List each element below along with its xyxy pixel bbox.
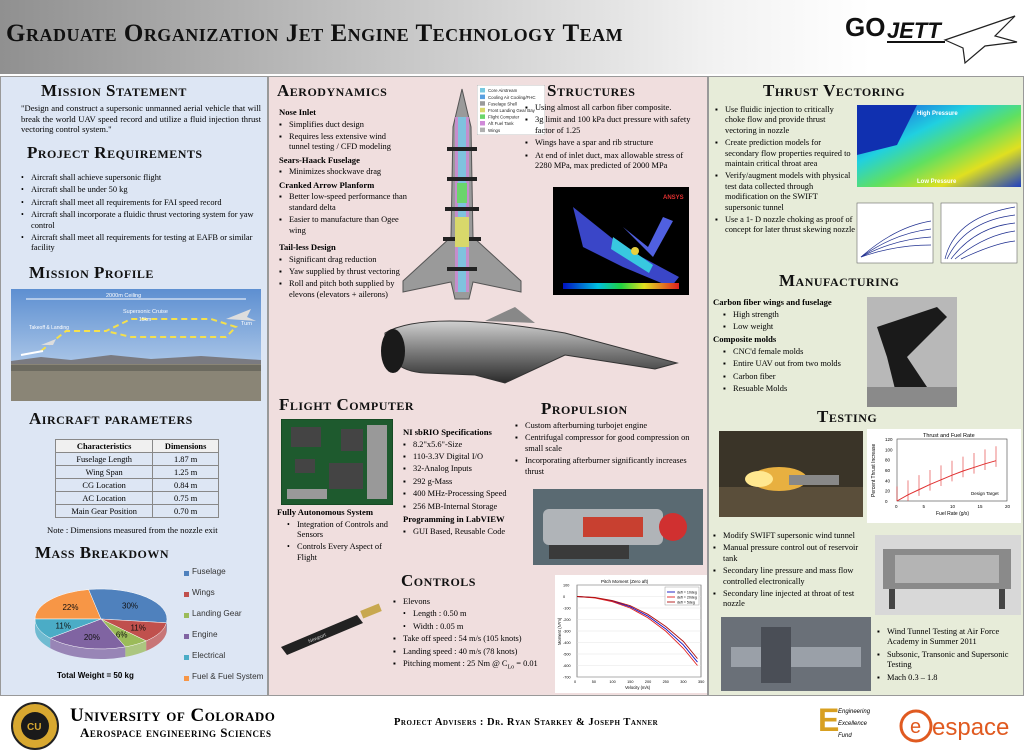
poster-title: Graduate Organization Jet Engine Technology Team: [6, 20, 624, 47]
svg-text:E: E: [818, 702, 840, 738]
table-row: [56, 505, 219, 518]
legend-swatch: [184, 655, 189, 660]
table-header: Dimensions: [153, 440, 219, 453]
sbrio-specs-block: [403, 425, 515, 539]
aerodynamics-text: [279, 105, 407, 302]
x-tick-label: 100: [609, 680, 616, 684]
table-row: [56, 492, 219, 505]
autonomous-title: Fully Autonomous System: [277, 507, 373, 517]
y-tick-label: 80: [885, 457, 891, 463]
list-item: ▪ Incorporating afterburner significantly increases thrust: [515, 456, 705, 477]
sbrio-board-image: [281, 419, 393, 505]
list-item: ▪ Centrifugal compressor for good compression on small scale: [515, 433, 705, 454]
composite-molds-title: Composite molds: [713, 334, 777, 345]
legend-label: Engine: [192, 630, 218, 639]
pie-label: 11%: [130, 623, 146, 633]
list-item: ▪ Create prediction models for secondary flow properties required to maintain critical throat area: [715, 138, 855, 169]
actuator-brand-label: Newport: [307, 632, 328, 645]
x-axis-label: Velocity (m/s): [625, 685, 651, 690]
cranked-arrow-title: Cranked Arrow Planform: [279, 179, 375, 190]
legend-swatch: [184, 676, 189, 681]
list-item: ▪ Custom afterburning turbojet engine: [515, 421, 705, 431]
list-item: ▪ Low weight: [713, 322, 863, 332]
aircraft-params-table: [55, 439, 219, 518]
tailless-title: Tail-less Design: [279, 242, 336, 253]
legend-swatch: [184, 613, 189, 618]
wind-tunnel-facility-photo: [721, 617, 871, 691]
x-tick-label: 150: [627, 680, 634, 684]
list-item: ▪ At end of inlet duct, max allowable stress of 2280 MPa, max predicted of 2000 MPa: [525, 151, 701, 172]
ansys-label: ANSYS: [663, 195, 684, 201]
gojett-logo: [845, 8, 1020, 70]
propulsion-list: [515, 421, 705, 479]
table-row: [56, 453, 219, 466]
legend-label: Cooling Air Cooling/FHC: [488, 94, 536, 100]
list-item: ▪ 292 g-Mass: [403, 477, 515, 487]
list-item: • Aircraft shall meet all requirements for FAI speed record: [21, 198, 261, 208]
list-item: • Aircraft shall achieve supersonic flight: [21, 173, 261, 183]
pie-label: 30%: [122, 601, 139, 611]
list-item: • Controls Every Aspect of Flight: [277, 542, 401, 563]
y-tick-label: -500: [563, 652, 571, 657]
mass-pie-chart: [31, 577, 176, 677]
y-tick-label: 120: [885, 437, 893, 442]
x-axis-label: Fuel Rate (g/s): [936, 511, 970, 517]
thrust-vectoring-heading: Thrust Vectoring: [763, 81, 906, 100]
list-item: • Integration of Controls and Sensors: [277, 520, 401, 541]
y-axis-label: Moment (N*m): [557, 617, 562, 645]
table-cell: 1.87 m: [153, 453, 219, 466]
pitch-moment-chart: [555, 575, 707, 693]
list-item: ▪ High strength: [713, 310, 863, 320]
list-item: ▪ 110-3.3V Digital I/O: [403, 452, 515, 462]
list-item: ▪ 400 MHz-Processing Speed: [403, 489, 515, 499]
takeoff-label: Takeoff & Landing: [29, 325, 69, 331]
y-tick-label: -300: [563, 629, 571, 634]
y-tick-label: -700: [563, 675, 571, 680]
pitching-text: Pitching moment : 25 Nm @ C: [403, 659, 508, 669]
legend-label: Wings: [488, 127, 501, 133]
legend-swatch: [184, 592, 189, 597]
list-item: ▪ Modify SWIFT supersonic wind tunnel: [713, 531, 873, 541]
svg-text:CU: CU: [27, 722, 42, 733]
list-item: ▪ Verify/augment models with physical test data collected through modification on the SWIFT supersonic tunnel: [715, 171, 855, 213]
legend-swatch: [480, 88, 485, 93]
list-item: ▪ 3g limit and 100 kPa duct pressure with safety factor of 1.25: [525, 115, 701, 136]
eef-word: Excellence: [838, 721, 868, 727]
svg-text:GO: GO: [845, 12, 886, 42]
y-tick-label: 100: [563, 583, 570, 588]
wind-tunnel-photo: [875, 535, 1021, 615]
list-item: ▪ 256 MB-Internal Storage: [403, 502, 515, 512]
list-item: ▪ Secondary line injected at throat of test nozzle: [713, 589, 873, 610]
list-item: • Aircraft shall be under 50 kg: [21, 185, 261, 195]
y-tick-label: 20: [885, 488, 891, 494]
legend-label: Front Landing Gear Bay: [488, 108, 535, 113]
controls-heading: Controls: [401, 571, 476, 590]
legend-label: defl = 5deg: [677, 600, 695, 605]
list-item: ▪ Simplifies duct design: [279, 120, 407, 130]
pie-label: 11%: [55, 621, 71, 631]
legend-label: defl = 20deg: [677, 595, 697, 600]
chart-title: Pitch Moment (Zero aft): [601, 579, 649, 584]
x-tick-label: 15: [977, 504, 983, 509]
list-item: • Aircraft shall incorporate a fluidic thrust vectoring system for yaw control: [21, 210, 261, 231]
list-item: ▪ Take off speed : 54 m/s (105 knots): [393, 634, 559, 644]
poster-header: [0, 0, 1024, 74]
aircraft-params-heading: Aircraft parameters: [29, 409, 193, 428]
list-item: ▪ Requires less extensive wind tunnel testing / CFD modeling: [279, 132, 407, 153]
chart-annotation: Design Target: [971, 491, 999, 496]
eef-logo: [816, 701, 876, 751]
x-tick-label: 350: [698, 680, 705, 684]
x-tick-label: 50: [591, 680, 596, 684]
table-row: [56, 479, 219, 492]
y-tick-label: 60: [885, 468, 891, 473]
structures-list: [525, 103, 701, 173]
y-tick-label: -100: [563, 606, 571, 611]
structures-heading: Structures: [547, 81, 636, 100]
requirements-list: [21, 173, 261, 256]
table-cell: Main Gear Position: [56, 505, 153, 518]
cruise-label: Supersonic Cruise: [123, 309, 168, 315]
flight-computer-heading: Flight Computer: [279, 395, 415, 414]
sbrio-specs-title: NI sbRIO Specifications: [403, 427, 492, 437]
list-item: [393, 659, 559, 673]
list-item: • Width : 0.05 m: [393, 622, 559, 632]
mission-profile-heading: Mission Profile: [29, 263, 154, 282]
legend-label: Fuselage Shell: [488, 101, 518, 107]
cfd-nozzle-image: [857, 105, 1021, 187]
university-name: University of Colorado: [70, 705, 276, 726]
table-note: Note : Dimensions measured from the nozzle exit: [47, 525, 218, 535]
x-tick-label: 10: [950, 504, 956, 509]
list-item: ▪ Yaw supplied by thrust vectoring: [279, 267, 407, 277]
espace-logo: [898, 705, 1018, 747]
legend-swatch: [184, 634, 189, 639]
svg-text:JETT: JETT: [887, 18, 941, 43]
legend-label: Core Airstream: [488, 88, 518, 94]
list-item: • Aircraft shall meet all requirements for testing at EAFB or similar facility: [21, 233, 261, 254]
list-item: ▪ Wings have a spar and rib structure: [525, 138, 701, 148]
testing-list-2: [877, 627, 1021, 685]
legend-label: Aft Fuel Tank: [488, 121, 514, 127]
list-item: ▪ 8.2"x5.6"-Size: [403, 440, 515, 450]
list-item: ▪ Manual pressure control out of reservoir tank: [713, 543, 873, 564]
legend-label: Landing Gear: [192, 609, 242, 618]
mission-profile-image: [11, 289, 261, 401]
manufacturing-heading: Manufacturing: [779, 271, 900, 290]
y-tick-label: -200: [563, 618, 571, 622]
y-tick-label: -600: [563, 664, 571, 668]
total-weight: Total Weight = 50 kg: [57, 671, 134, 680]
y-tick-label: 0: [885, 499, 888, 504]
list-item: ▪ Resuable Molds: [713, 384, 863, 394]
left-panel: [0, 76, 268, 696]
x-tick-label: 200: [644, 680, 652, 684]
chart-background: [867, 429, 1021, 523]
svg-text:e: e: [910, 716, 922, 738]
middle-panel: [268, 76, 708, 696]
list-item: ▪ Significant drag reduction: [279, 255, 407, 265]
legend-swatch: [480, 114, 485, 119]
list-item: ▪ Wind Tunnel Testing at Air Force Academy in Summer 2011: [877, 627, 1021, 648]
list-item: ▪ Carbon fiber: [713, 372, 863, 382]
turn-label: Turn: [241, 321, 253, 327]
autonomous-block: [277, 505, 401, 565]
pie-label: 20%: [83, 633, 100, 643]
chart-title: Thrust and Fuel Rate: [923, 433, 975, 439]
advisors: Project Advisers : Dr. Ryan Starkey & Joseph Tanner: [394, 717, 659, 728]
cruise-distance-label: 15km: [139, 317, 152, 323]
table-row: [56, 466, 219, 479]
aerodynamics-heading: Aerodynamics: [277, 81, 388, 100]
nose-inlet-title: Nose Inlet: [279, 107, 316, 117]
engine-photo: [533, 489, 703, 565]
ceiling-label: 2000m Ceiling: [106, 293, 142, 299]
legend-swatch: [480, 128, 485, 133]
prediction-model-plots: [855, 197, 1021, 269]
table-cell: CG Location: [56, 479, 153, 492]
mass-heading: Mass Breakdown: [35, 543, 169, 562]
propulsion-heading: Propulsion: [541, 399, 628, 418]
eef-word: Engineering: [838, 709, 871, 715]
requirements-heading: Project Requirements: [27, 143, 203, 162]
pie-label: 6%: [115, 630, 128, 640]
pitching-subscript: Lo: [507, 664, 515, 671]
legend-swatch: [480, 108, 485, 113]
list-item: ▪ Minimizes shockwave drag: [279, 167, 407, 177]
table-header: Characteristics: [56, 440, 153, 453]
x-tick-label: 0: [895, 504, 898, 509]
espace-wordmark: espace: [932, 714, 1010, 741]
legend-label: Wings: [192, 588, 215, 597]
list-item: ▪ 32-Analog Inputs: [403, 464, 515, 474]
low-pressure-label: Low Pressure: [917, 179, 957, 185]
department-name: Aerospace engineering Sciences: [80, 725, 272, 740]
list-item: ▪ Mach 0.3 – 1.8: [877, 673, 1021, 683]
list-item: ▪ Elevons: [393, 597, 559, 607]
thrust-vectoring-list: [715, 105, 855, 238]
legend-label: Fuel & Fuel System: [192, 672, 264, 681]
labview-title: Programming in LabVIEW: [403, 514, 505, 525]
table-cell: Fuselage Length: [56, 453, 153, 466]
y-tick-label: 40: [885, 478, 891, 484]
x-tick-label: 0: [574, 680, 577, 684]
legend-label: Flight Computer: [488, 114, 520, 120]
list-item: ▪ Landing speed : 40 m/s (78 knots): [393, 647, 559, 657]
table-cell: 0.84 m: [153, 479, 219, 492]
table-cell: AC Location: [56, 492, 153, 505]
legend-label: Fuselage: [192, 567, 226, 576]
list-item: ▪ Entire UAV out from two molds: [713, 359, 863, 369]
list-item: ▪ Better low-speed performance than standard delta: [279, 192, 407, 213]
mold-photo: [867, 297, 957, 407]
list-item: ▪ Roll and pitch both supplied by elevons (elevators + ailerons): [279, 279, 407, 300]
list-item: ▪ Secondary line pressure and mass flow controlled electronically: [713, 566, 873, 587]
controls-block: [393, 597, 559, 675]
testing-list-1: [713, 531, 873, 612]
carbon-fiber-title: Carbon fiber wings and fuselage: [713, 297, 832, 307]
aerospace-seal-logo: [8, 701, 62, 751]
list-item: ▪ GUI Based, Reusable Code: [403, 527, 515, 537]
list-item: ▪ Use fluidic injection to critically choke flow and provide thrust vectoring in nozzle: [715, 105, 855, 136]
x-tick-label: 300: [680, 680, 687, 684]
list-item: ▪ CNC'd female molds: [713, 347, 863, 357]
table-cell: 1.25 m: [153, 466, 219, 479]
ansys-stress-plot: [553, 187, 689, 295]
list-item: • Length : 0.50 m: [393, 609, 559, 619]
actuator-image: [277, 597, 393, 663]
manufacturing-block: [713, 295, 863, 397]
legend-swatch: [184, 571, 189, 576]
aircraft-render: [365, 303, 685, 398]
legend-swatch: [480, 95, 485, 100]
list-item: ▪ Subsonic, Transonic and Supersonic Testing: [877, 650, 1021, 671]
legend-swatch: [480, 121, 485, 126]
y-tick-label: 100: [885, 447, 893, 453]
right-panel: [708, 76, 1024, 696]
legend-label: Electrical: [192, 651, 226, 660]
mission-heading: Mission Statement: [41, 81, 187, 100]
mission-text: "Design and construct a supersonic unmanned aerial vehicle that will break the world UAV speed record and utilize a fluid injection thrust vectoring control system.": [21, 103, 261, 135]
legend-swatch: [480, 101, 485, 106]
y-axis-label: Percent Thrust Increase: [871, 443, 877, 497]
high-pressure-label: High Pressure: [917, 111, 958, 117]
table-cell: 0.70 m: [153, 505, 219, 518]
legend-label: defl = 10deg: [677, 590, 697, 595]
x-tick-label: 250: [662, 680, 669, 684]
table-cell: 0.75 m: [153, 492, 219, 505]
x-tick-label: 5: [922, 504, 926, 509]
list-item: ▪ Using almost all carbon fiber composite.: [525, 103, 701, 113]
thrust-fuel-chart: [867, 429, 1021, 523]
pitching-value: = 0.01: [514, 659, 538, 669]
list-item: ▪ Use a 1- D nozzle choking as proof of concept for later thrust skewing nozzle: [715, 215, 855, 236]
sears-haack-title: Sears-Haack Fuselage: [279, 154, 360, 165]
y-tick-label: -400: [563, 641, 571, 645]
list-item: ▪ Easier to manufacture than Ogee wing: [279, 215, 407, 236]
poster-footer: [0, 697, 1024, 754]
x-tick-label: 20: [1005, 504, 1011, 509]
eef-word: Fund: [838, 733, 852, 739]
table-cell: Wing Span: [56, 466, 153, 479]
y-tick-label: 0: [563, 595, 566, 599]
engine-test-photo: [719, 431, 863, 517]
pie-label: 22%: [62, 603, 79, 613]
testing-heading: Testing: [817, 407, 878, 426]
